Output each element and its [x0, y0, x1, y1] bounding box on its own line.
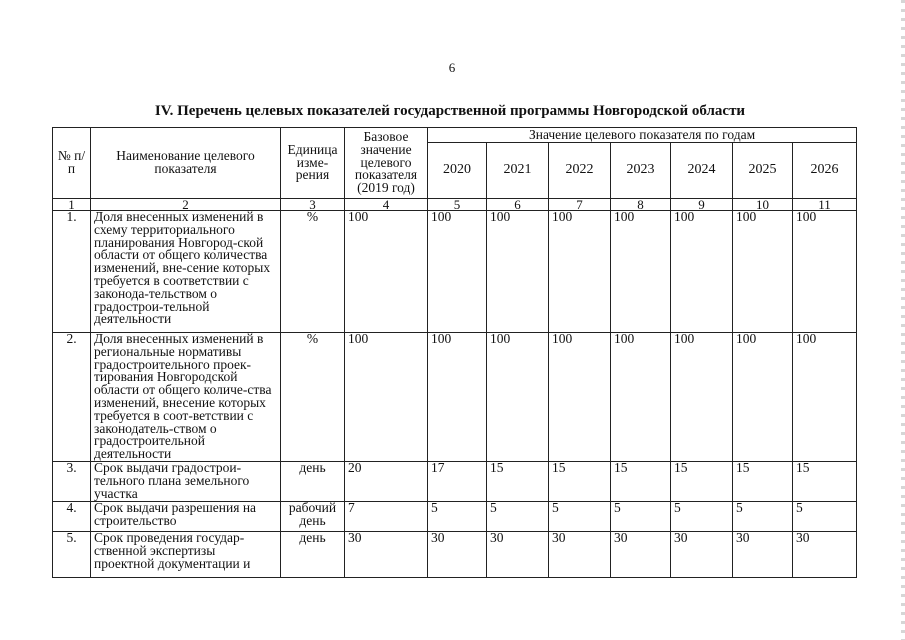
header-year: 2026	[793, 143, 857, 199]
row-number: 2.	[53, 333, 91, 462]
indicator-unit: %	[281, 333, 345, 462]
column-index-cell: 10	[733, 199, 793, 211]
column-index-cell: 9	[671, 199, 733, 211]
year-value: 100	[611, 211, 671, 333]
section-heading: IV. Перечень целевых показателей государственной программы Новгородской области	[154, 103, 746, 119]
year-value: 5	[671, 501, 733, 531]
year-value: 5	[549, 501, 611, 531]
year-value: 15	[611, 461, 671, 501]
year-value: 100	[733, 333, 793, 462]
column-index-cell: 7	[549, 199, 611, 211]
year-value: 100	[733, 211, 793, 333]
scan-edge-artifact	[901, 0, 905, 640]
row-number: 5.	[53, 531, 91, 577]
column-index-cell: 2	[91, 199, 281, 211]
header-num: № п/п	[53, 128, 91, 199]
year-value: 100	[793, 211, 857, 333]
table-row	[53, 531, 857, 577]
header-name: Наименование целевого показателя	[91, 128, 281, 199]
row-number: 1.	[53, 211, 91, 333]
header-year: 2025	[733, 143, 793, 199]
indicator-unit: день	[281, 461, 345, 501]
row-number: 3.	[53, 461, 91, 501]
indicator-unit: рабочий день	[281, 501, 345, 531]
year-value: 100	[487, 211, 549, 333]
indicator-name: Срок проведения государ-ственной экспертизы проектной документации и	[91, 531, 281, 577]
header-row-1	[53, 128, 857, 143]
year-value: 100	[549, 211, 611, 333]
column-index-cell: 1	[53, 199, 91, 211]
column-index-cell: 5	[428, 199, 487, 211]
year-value: 100	[428, 211, 487, 333]
column-index-cell: 11	[793, 199, 857, 211]
year-value: 100	[671, 333, 733, 462]
year-value: 30	[793, 531, 857, 577]
year-value: 5	[733, 501, 793, 531]
table-row	[53, 461, 857, 501]
year-value: 5	[611, 501, 671, 531]
header-year: 2024	[671, 143, 733, 199]
table-row	[53, 501, 857, 531]
year-value: 30	[549, 531, 611, 577]
year-value: 5	[428, 501, 487, 531]
year-value: 15	[793, 461, 857, 501]
header-year: 2020	[428, 143, 487, 199]
base-value: 100	[345, 211, 428, 333]
page-number: 6	[448, 60, 456, 75]
year-value: 30	[611, 531, 671, 577]
year-value: 17	[428, 461, 487, 501]
year-value: 15	[487, 461, 549, 501]
header-years-group: Значение целевого показателя по годам	[428, 128, 857, 143]
year-value: 15	[671, 461, 733, 501]
year-value: 100	[793, 333, 857, 462]
header-year: 2022	[549, 143, 611, 199]
indicator-unit: %	[281, 211, 345, 333]
indicator-unit: день	[281, 531, 345, 577]
year-value: 100	[671, 211, 733, 333]
column-index-cell: 4	[345, 199, 428, 211]
year-value: 5	[487, 501, 549, 531]
base-value: 20	[345, 461, 428, 501]
year-value: 100	[487, 333, 549, 462]
year-value: 30	[487, 531, 549, 577]
year-value: 15	[549, 461, 611, 501]
header-base-value: Базовое значение целевого показателя (2019 год)	[345, 128, 428, 199]
year-value: 30	[428, 531, 487, 577]
year-value: 5	[793, 501, 857, 531]
year-value: 30	[671, 531, 733, 577]
indicator-name: Срок выдачи градострои-тельного плана земельного участка	[91, 461, 281, 501]
year-value: 100	[428, 333, 487, 462]
column-index-cell: 6	[487, 199, 549, 211]
base-value: 30	[345, 531, 428, 577]
table-row	[53, 211, 857, 333]
column-index-cell: 3	[281, 199, 345, 211]
year-value: 30	[733, 531, 793, 577]
indicator-name: Доля внесенных изменений в региональные нормативы градостроительного проек-тирования Новгородской области от общего количе-ства изменений, внесение которых требуется в соот-ветствии с законодатель-ством о градостроительной деятельности	[91, 333, 281, 462]
indicator-name: Срок выдачи разрешения на строительство	[91, 501, 281, 531]
row-number: 4.	[53, 501, 91, 531]
column-index-cell: 8	[611, 199, 671, 211]
year-value: 100	[549, 333, 611, 462]
base-value: 7	[345, 501, 428, 531]
base-value: 100	[345, 333, 428, 462]
table-row	[53, 333, 857, 462]
year-value: 15	[733, 461, 793, 501]
column-index-row	[53, 199, 857, 211]
year-value: 100	[611, 333, 671, 462]
indicator-name: Доля внесенных изменений в схему территориального планирования Новгород-ской области от общего количества изменений, вне-сение которых требуется в соответствии с законода-тельством о градострои-тельной деятельности	[91, 211, 281, 333]
header-unit: Единица изме-рения	[281, 128, 345, 199]
header-year: 2021	[487, 143, 549, 199]
target-indicators-table	[52, 127, 857, 578]
header-year: 2023	[611, 143, 671, 199]
